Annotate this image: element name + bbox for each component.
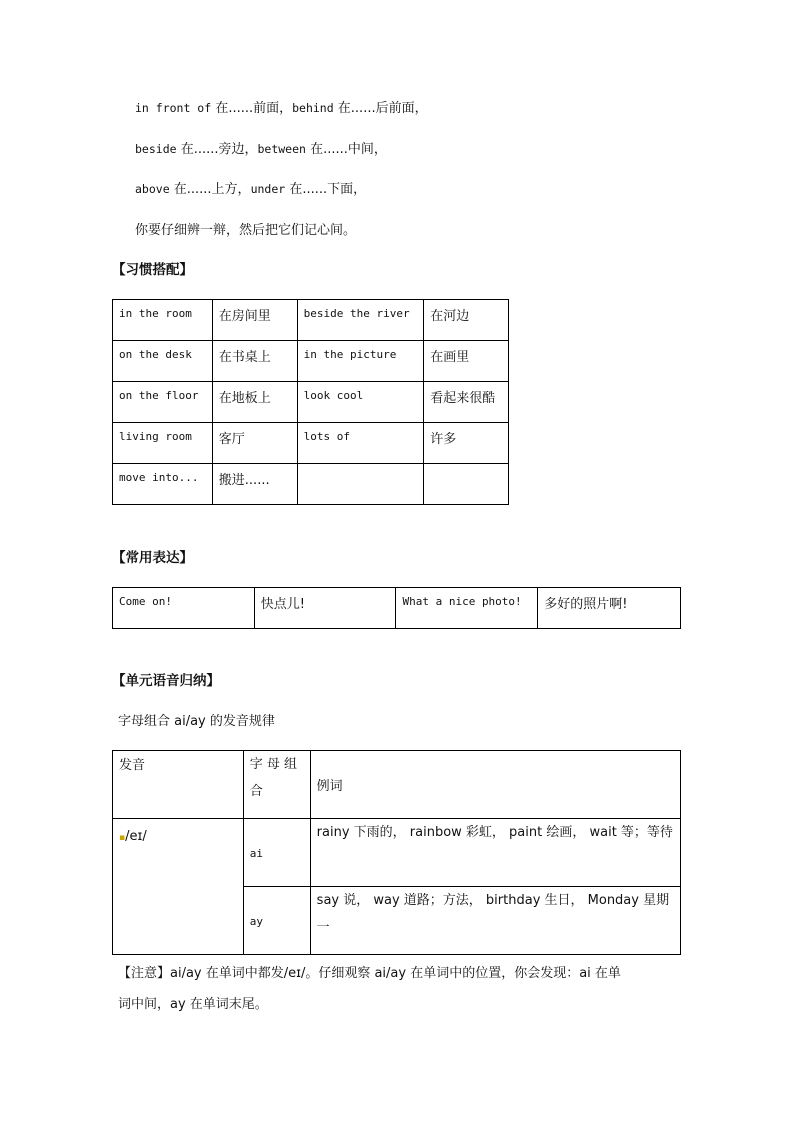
expression-table	[112, 587, 681, 629]
table-cell: Come on!	[113, 588, 255, 629]
table-cell: in the room	[113, 300, 213, 341]
table-cell: beside the river	[297, 300, 424, 341]
phonics-table	[112, 750, 681, 955]
table-cell: lots of	[297, 423, 424, 464]
table-cell: 多好的照片啊!	[538, 588, 681, 629]
table-cell: living room	[113, 423, 213, 464]
table-row	[113, 423, 509, 464]
table-cell: 在河边	[424, 300, 509, 341]
table-cell: 在画里	[424, 341, 509, 382]
reminder-line: 你要仔细辨一辩，然后把它们记心间。	[135, 223, 357, 238]
table-cell: move into...	[113, 464, 213, 505]
table-cell: look cool	[297, 382, 424, 423]
table-cell: 搬进......	[212, 464, 297, 505]
sound-cell: ▪/eɪ/	[113, 819, 244, 955]
table-cell	[424, 464, 509, 505]
table-cell: 许多	[424, 423, 509, 464]
table-cell: 在房间里	[212, 300, 297, 341]
table-row	[113, 588, 681, 629]
table-row	[113, 300, 509, 341]
header-examples: 例词	[310, 751, 680, 819]
table-cell: 快点儿!	[254, 588, 396, 629]
table-cell: in the picture	[297, 341, 424, 382]
intro-line-2: beside 在......旁边，between 在......中间，	[135, 142, 387, 157]
table-cell: 看起来很酷	[424, 382, 509, 423]
note-line-1: 【注意】ai/ay 在单词中都发/eɪ/。仔细观察 ai/ay 在单词中的位置，你会发现：ai 在单	[118, 966, 621, 981]
marker-icon: ▪	[119, 833, 126, 843]
phonics-subtitle: 字母组合 ai/ay 的发音规律	[118, 714, 275, 729]
intro-line-1: in front of 在......前面，behind 在......后前面，	[135, 101, 428, 116]
table-row	[113, 382, 509, 423]
header-sound: 发音	[113, 751, 244, 819]
table-row	[113, 341, 509, 382]
combo-cell: ay	[243, 887, 310, 955]
phonics-heading: 【单元语音归纳】	[112, 673, 220, 689]
table-cell	[297, 464, 424, 505]
table-cell: on the floor	[113, 382, 213, 423]
table-cell: 客厅	[212, 423, 297, 464]
table-row	[113, 751, 681, 819]
habit-heading: 【习惯搭配】	[112, 262, 193, 278]
examples-cell: rainy 下雨的， rainbow 彩虹， paint 绘画， wait 等；等待	[310, 819, 680, 887]
table-row	[113, 464, 509, 505]
table-cell: on the desk	[113, 341, 213, 382]
note-line-2: 词中间，ay 在单词末尾。	[118, 997, 268, 1012]
table-cell: 在地板上	[212, 382, 297, 423]
intro-line-3: above 在......上方，under 在......下面，	[135, 182, 367, 197]
header-combo: 字 母 组 合	[243, 751, 310, 819]
habit-table	[112, 299, 509, 505]
examples-cell: say 说， way 道路；方法， birthday 生日， Monday 星期一	[310, 887, 680, 955]
combo-cell: ai	[243, 819, 310, 887]
table-cell: 在书桌上	[212, 341, 297, 382]
expression-heading: 【常用表达】	[112, 550, 193, 566]
table-row	[113, 819, 681, 887]
table-cell: What a nice photo!	[396, 588, 538, 629]
